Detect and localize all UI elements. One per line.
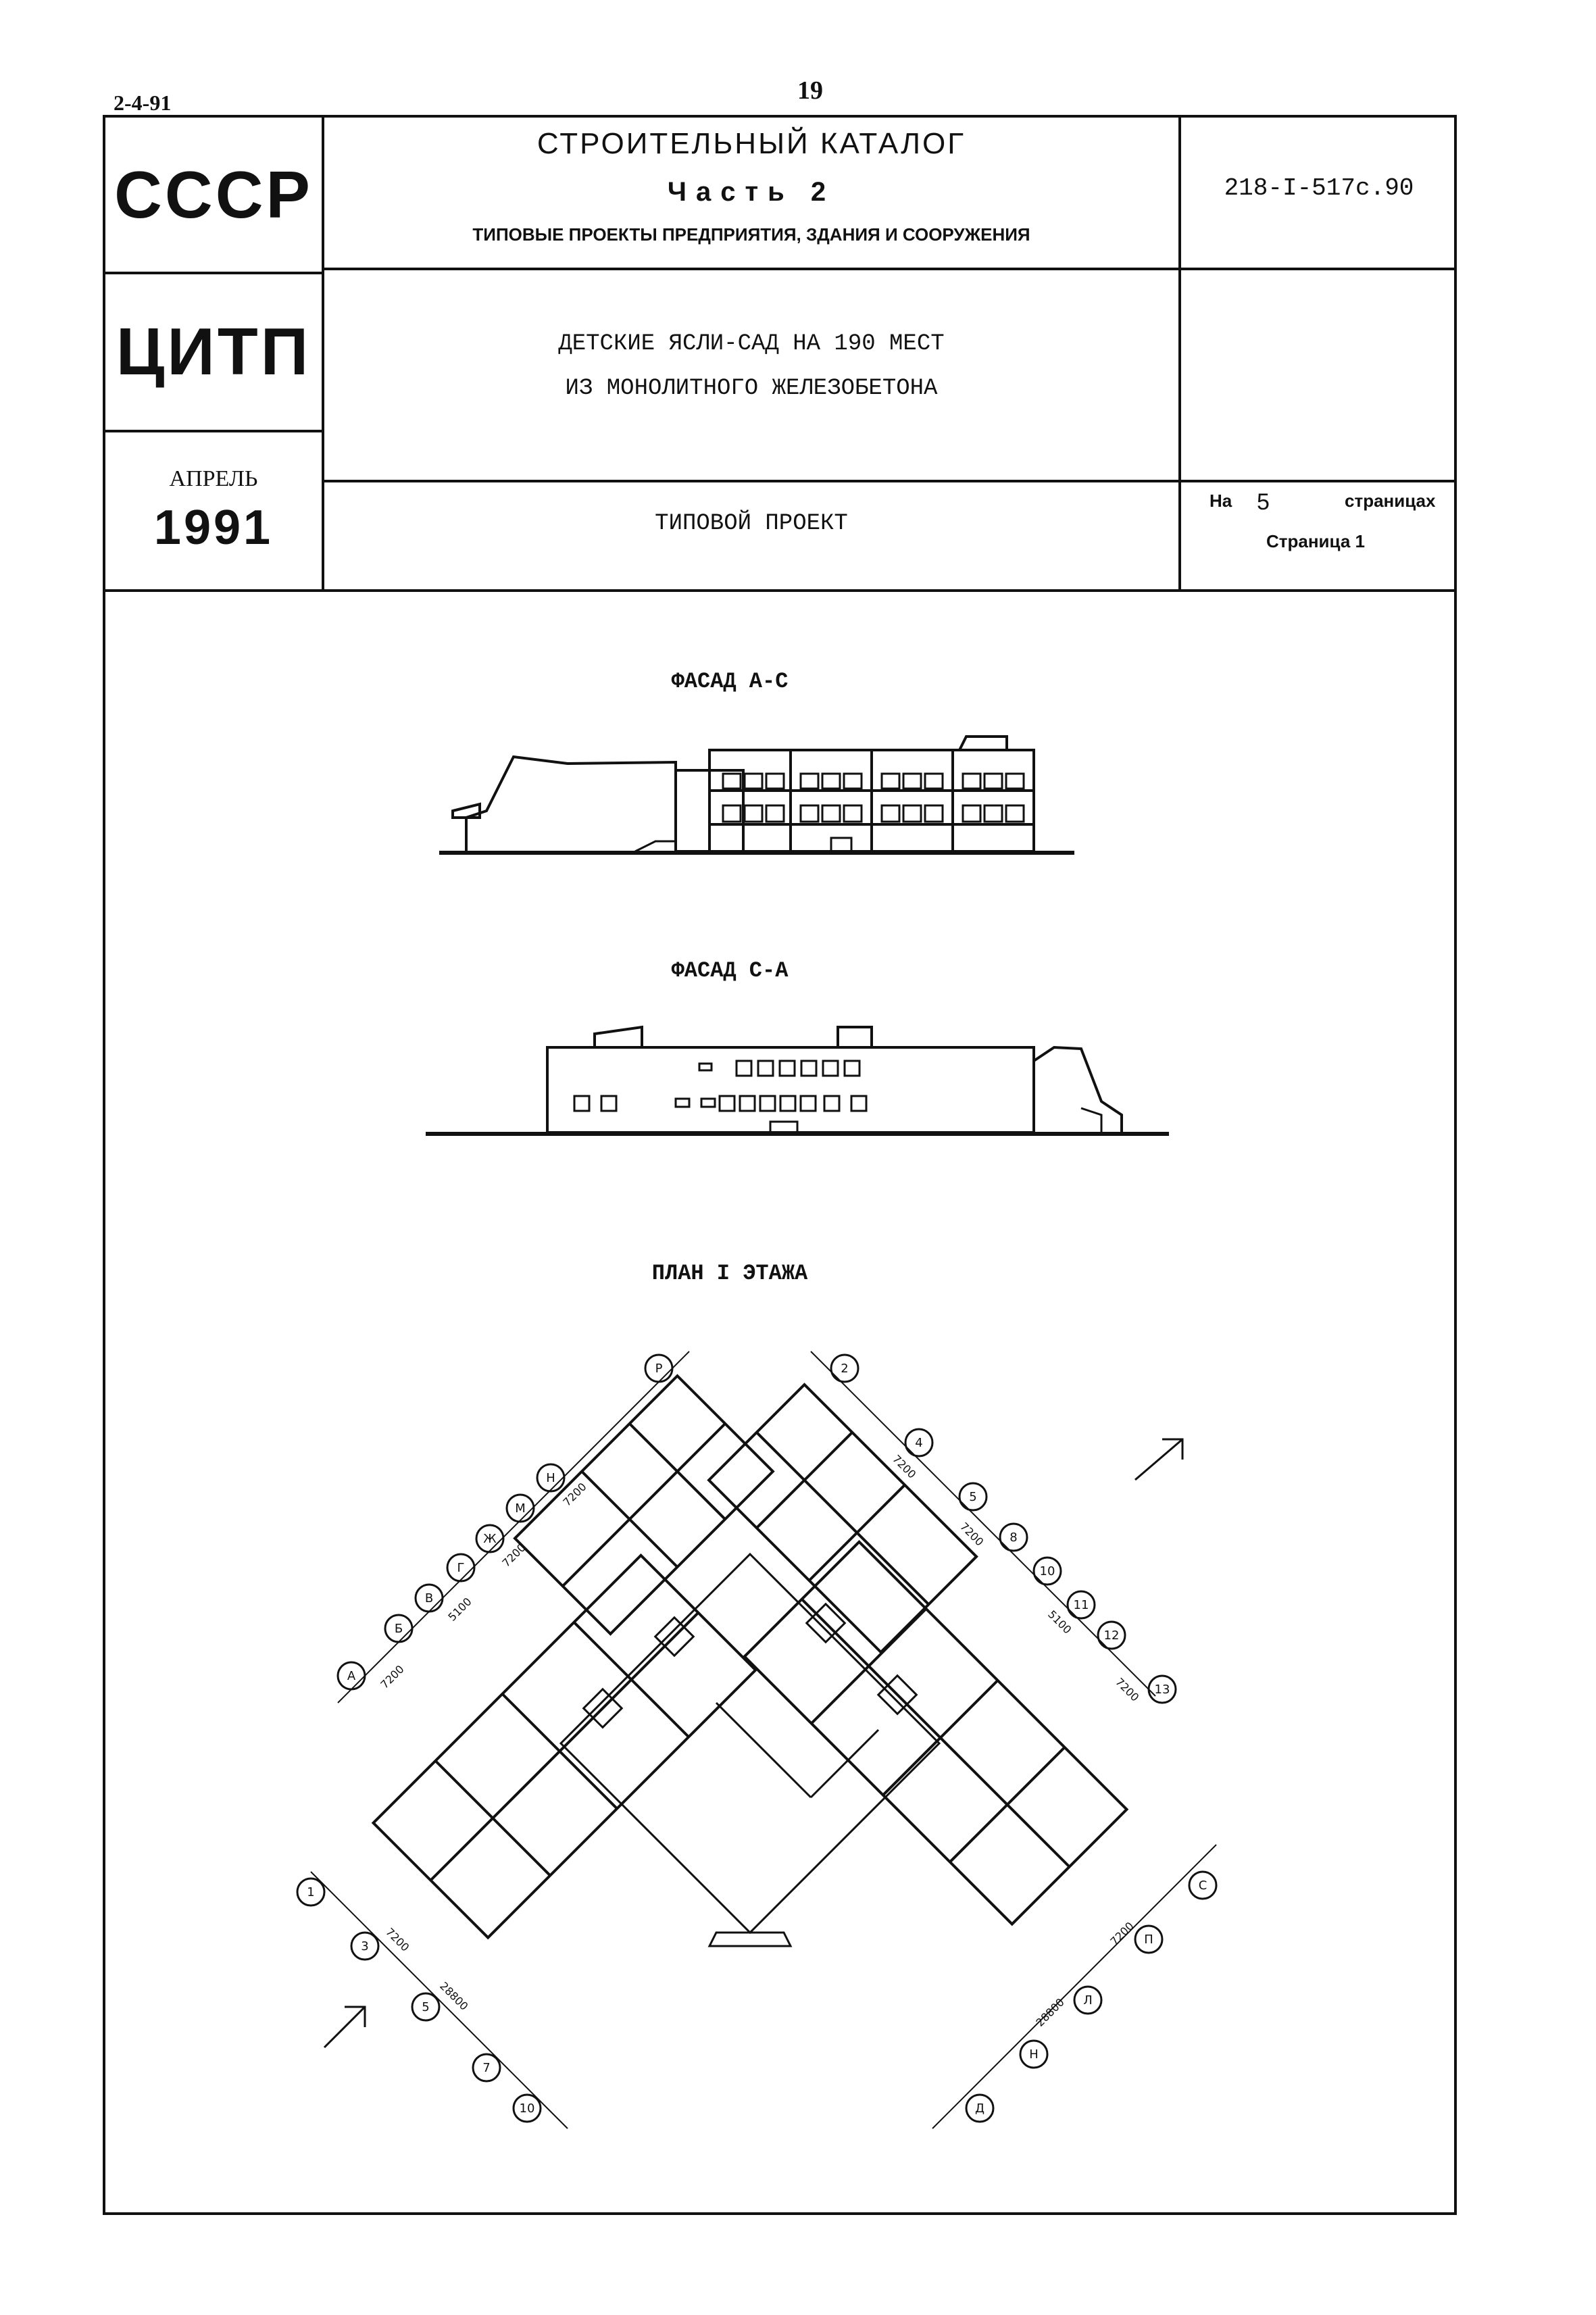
svg-text:В: В — [424, 1591, 434, 1605]
header-line-a — [103, 272, 322, 274]
header-line-c — [103, 430, 322, 432]
svg-text:4: 4 — [915, 1436, 923, 1450]
svg-text:М: М — [515, 1501, 526, 1516]
org-citp: ЦИТП — [116, 314, 311, 389]
svg-text:Г: Г — [457, 1561, 465, 1575]
svg-text:Б: Б — [394, 1622, 403, 1636]
svg-text:7200: 7200 — [957, 1520, 987, 1549]
svg-text:13: 13 — [1154, 1683, 1170, 1697]
svg-text:Н: Н — [1029, 2047, 1039, 2062]
first-floor-plan-drawing — [284, 1338, 1243, 2116]
svg-text:11: 11 — [1073, 1598, 1089, 1612]
svg-text:28800: 28800 — [437, 1979, 471, 2013]
svg-text:Ж: Ж — [483, 1532, 497, 1546]
pages-prefix: На — [1210, 491, 1232, 511]
svg-text:Р: Р — [655, 1362, 663, 1376]
svg-text:2: 2 — [841, 1362, 849, 1376]
svg-text:Д: Д — [974, 2101, 985, 2116]
svg-text:7200: 7200 — [890, 1452, 919, 1481]
svg-text:3: 3 — [361, 1939, 369, 1953]
svg-text:Н: Н — [546, 1471, 555, 1485]
svg-text:П: П — [1144, 1933, 1153, 1947]
svg-text:Л: Л — [1083, 1993, 1093, 2008]
svg-text:28800: 28800 — [1033, 1995, 1067, 2029]
header-line-b — [322, 268, 1457, 270]
svg-text:7200: 7200 — [1107, 1919, 1137, 1948]
svg-text:7: 7 — [482, 2061, 491, 2075]
issue-year: 1991 — [153, 501, 274, 555]
svg-text:8: 8 — [1009, 1530, 1018, 1545]
page-number: 19 — [797, 76, 823, 105]
pages-count: 5 — [1257, 489, 1270, 515]
catalog-title: СТРОИТЕЛЬНЫЙ КАТАЛОГ — [537, 127, 966, 160]
facade1-title: ФАСАД А-С — [671, 669, 789, 694]
header-line-d — [322, 480, 1457, 482]
svg-text:10: 10 — [519, 2101, 535, 2116]
org-ussr: СССР — [114, 157, 313, 232]
svg-text:7200: 7200 — [499, 1541, 528, 1570]
svg-text:7200: 7200 — [1113, 1675, 1142, 1704]
project-type: ТИПОВОЙ ПРОЕКТ — [655, 511, 848, 537]
pages-suffix: страницах — [1345, 491, 1436, 511]
plan-title: ПЛАН I ЭТАЖА — [651, 1261, 808, 1286]
facade-c-a-drawing — [419, 1014, 1176, 1149]
catalog-part: Часть 2 — [667, 177, 836, 207]
svg-text:12: 12 — [1103, 1628, 1120, 1643]
svg-text:А: А — [347, 1669, 356, 1683]
svg-text:5100: 5100 — [1045, 1608, 1074, 1637]
header-line-bottom — [103, 589, 1457, 592]
svg-text:С: С — [1198, 1878, 1207, 1893]
svg-text:10: 10 — [1039, 1564, 1055, 1578]
project-title-line1: ДЕТСКИЕ ЯСЛИ-САД НА 190 МЕСТ — [558, 331, 945, 357]
document-code: 2-4-91 — [114, 91, 172, 115]
catalog-subtitle: ТИПОВЫЕ ПРОЕКТЫ ПРЕДПРИЯТИЯ, ЗДАНИЯ И СООРУЖЕНИЯ — [472, 224, 1030, 245]
svg-text:5100: 5100 — [445, 1595, 474, 1624]
page-label: Страница 1 — [1266, 531, 1365, 551]
svg-text:1: 1 — [307, 1885, 315, 1899]
issue-month: АПРЕЛЬ — [169, 466, 258, 491]
facade-a-c-drawing — [432, 730, 1081, 865]
svg-text:7200: 7200 — [383, 1925, 412, 1954]
svg-text:5: 5 — [969, 1490, 977, 1504]
svg-text:7200: 7200 — [378, 1662, 407, 1691]
svg-text:5: 5 — [422, 2000, 430, 2014]
project-title-line2: ИЗ МОНОЛИТНОГО ЖЕЛЕЗОБЕТОНА — [565, 376, 938, 401]
facade2-title: ФАСАД С-А — [671, 958, 789, 983]
project-code: 218-I-517с.90 — [1224, 174, 1414, 202]
svg-text:7200: 7200 — [560, 1480, 589, 1509]
